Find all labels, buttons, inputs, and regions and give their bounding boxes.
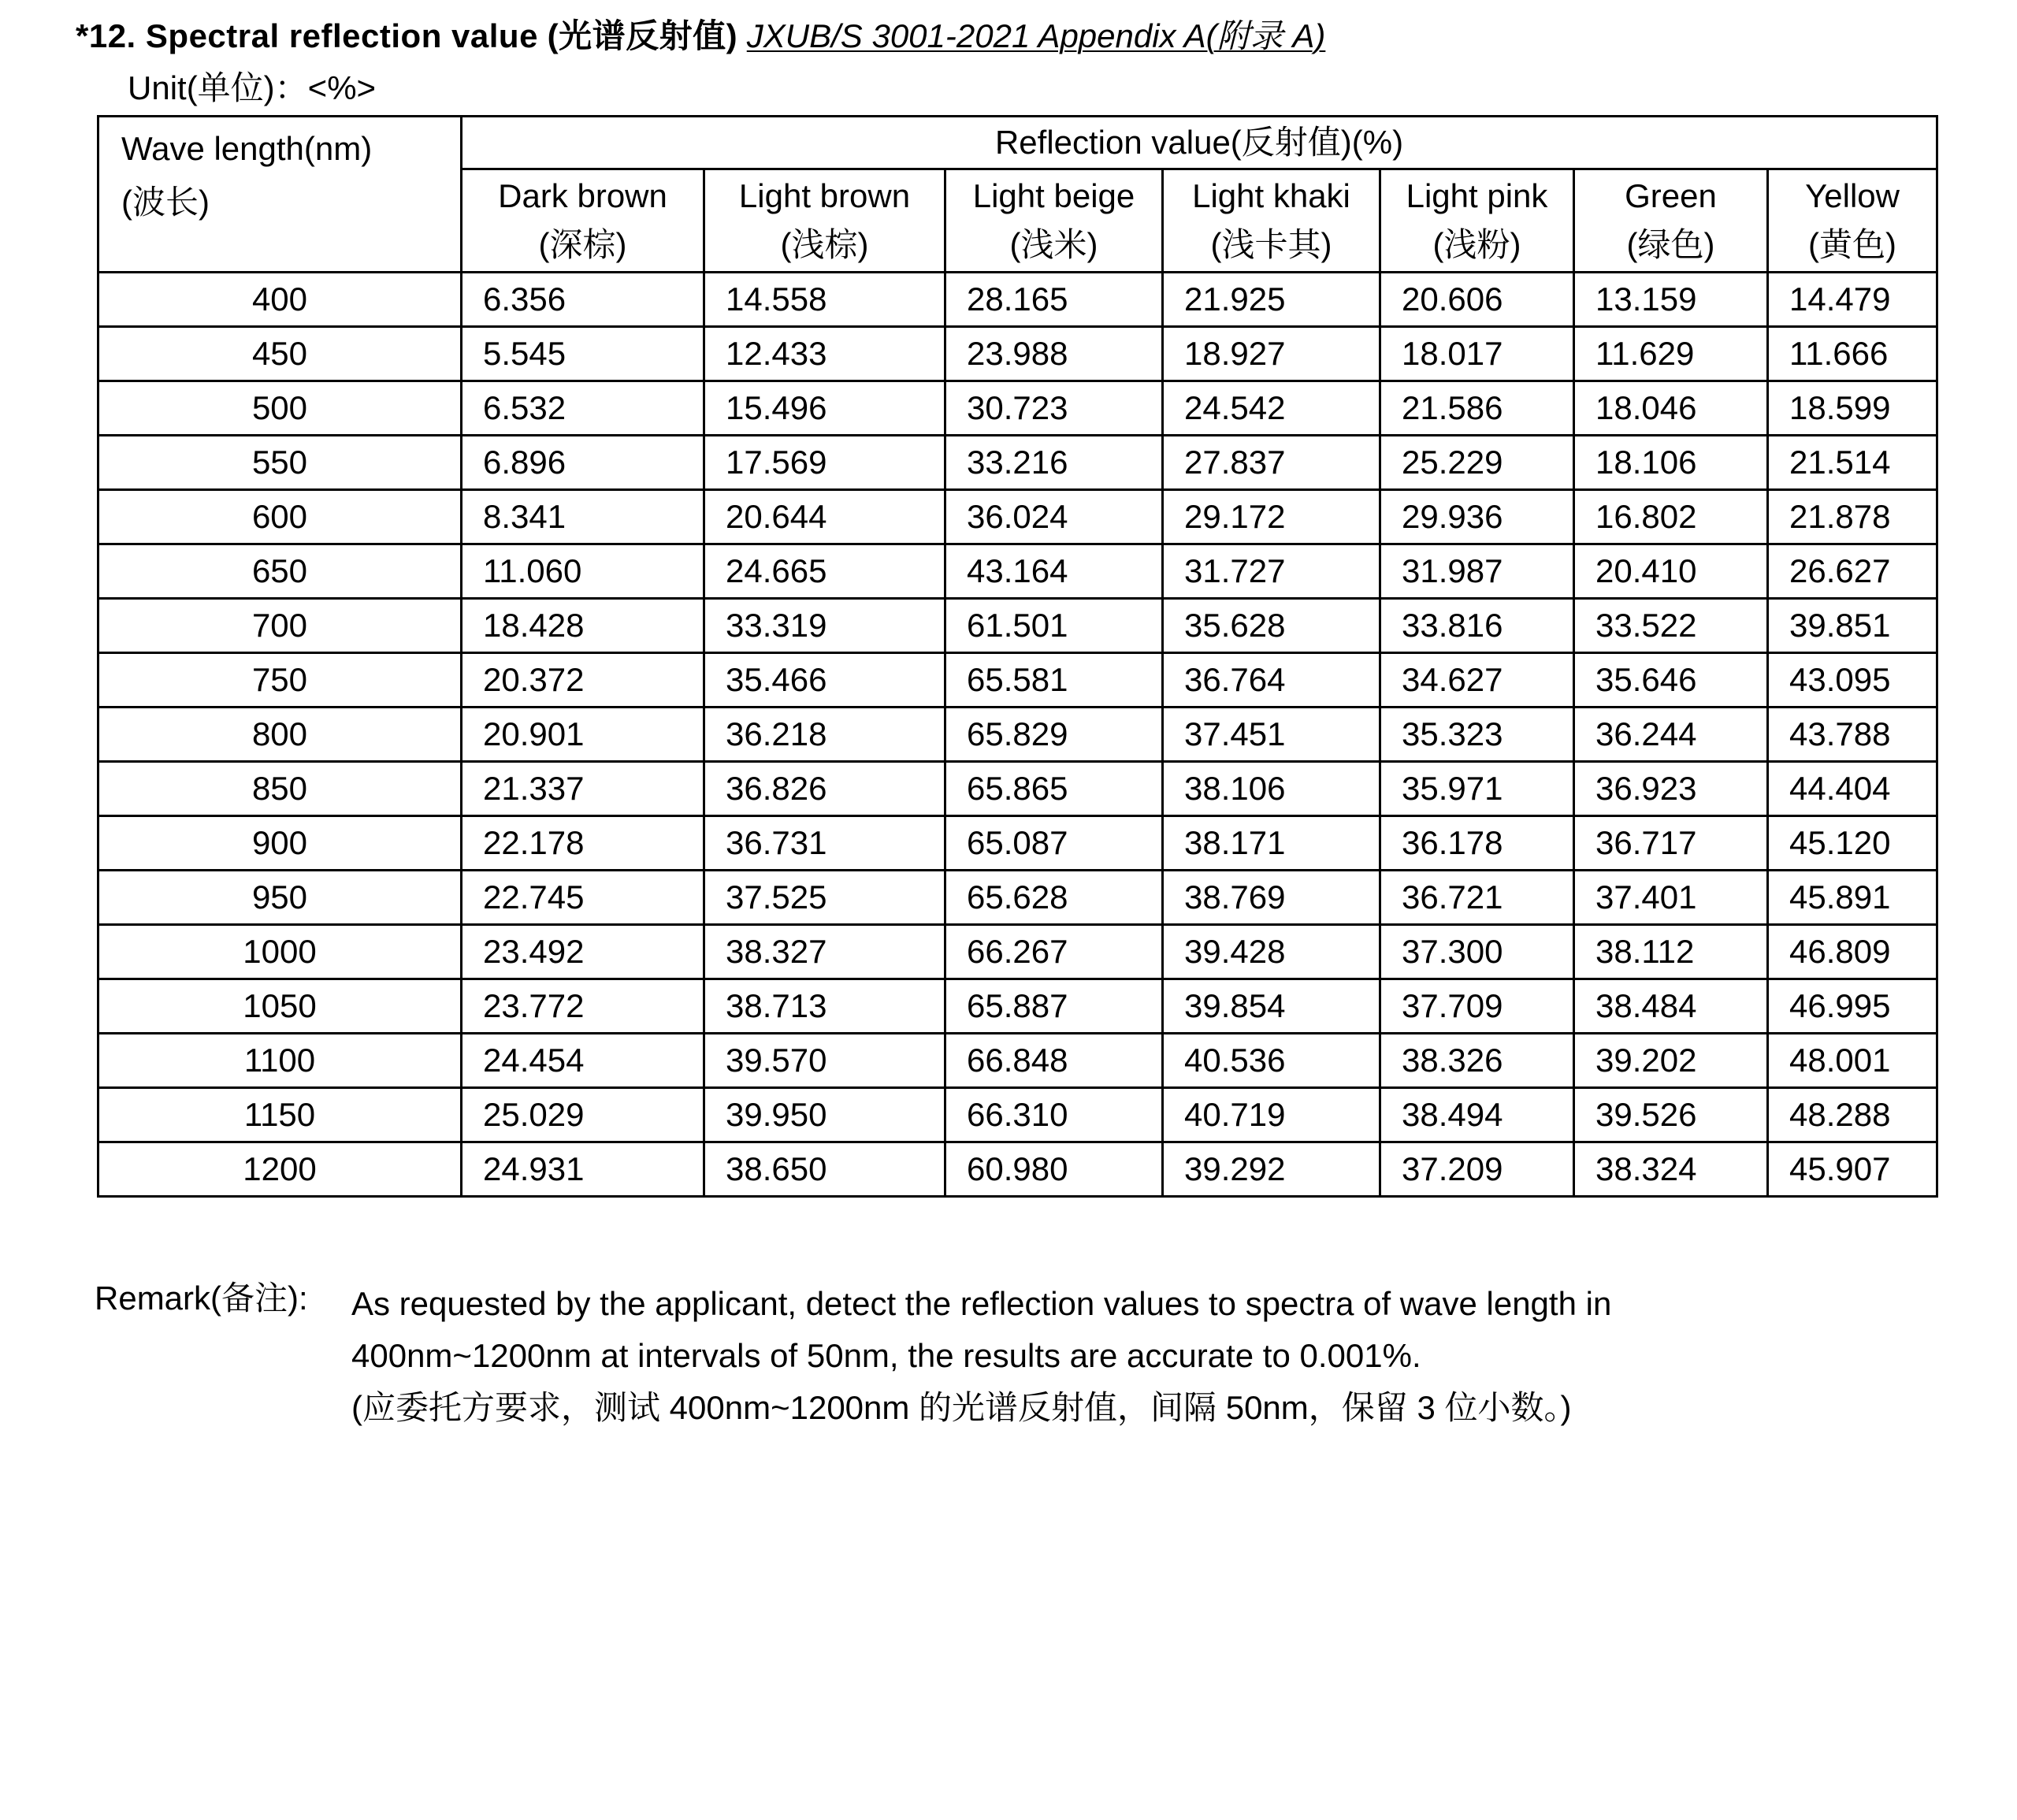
- table-row: [98, 762, 1937, 816]
- reflection-value-cell: 29.936: [1380, 490, 1574, 544]
- reflection-value-cell: 21.925: [1163, 273, 1380, 327]
- reflection-value-cell: 21.514: [1768, 436, 1937, 490]
- table-row: [98, 653, 1937, 708]
- wave-length-cell: 750: [98, 653, 462, 708]
- wave-length-cell: 450: [98, 327, 462, 381]
- reflection-value-cell: 36.024: [945, 490, 1163, 544]
- reflection-value-cell: 6.356: [462, 273, 704, 327]
- column-header-en: Light beige: [972, 177, 1135, 214]
- reflection-value-cell: 12.433: [704, 327, 945, 381]
- reflection-value-cell: 16.802: [1574, 490, 1768, 544]
- reflection-value-cell: 14.558: [704, 273, 945, 327]
- wave-length-cell: 500: [98, 381, 462, 436]
- reflection-value-cell: 65.581: [945, 653, 1163, 708]
- reflection-value-cell: 39.292: [1163, 1142, 1380, 1197]
- reflection-value-cell: 37.300: [1380, 925, 1574, 979]
- wave-length-cell: 950: [98, 871, 462, 925]
- reflection-value-cell: 24.665: [704, 544, 945, 599]
- reflection-value-cell: 30.723: [945, 381, 1163, 436]
- reflection-value-cell: 20.372: [462, 653, 704, 708]
- reflection-value-cell: 45.891: [1768, 871, 1937, 925]
- column-header-cn: (浅米): [1009, 226, 1098, 263]
- column-header-en: Yellow: [1805, 177, 1900, 214]
- reflection-value-cell: 36.218: [704, 708, 945, 762]
- remark-text: [351, 1278, 1611, 1434]
- reflection-value-cell: 18.428: [462, 599, 704, 653]
- reflection-value-cell: 36.178: [1380, 816, 1574, 871]
- reflection-table: [97, 115, 1938, 1198]
- remark-label: Remark(备注):: [95, 1280, 308, 1317]
- wave-length-cell: 600: [98, 490, 462, 544]
- reflection-value-cell: 28.165: [945, 273, 1163, 327]
- column-header-en: Light pink: [1406, 177, 1548, 214]
- reflection-value-cell: 34.627: [1380, 653, 1574, 708]
- reflection-value-cell: 21.337: [462, 762, 704, 816]
- reflection-value-cell: 66.310: [945, 1088, 1163, 1142]
- reflection-value-cell: 40.536: [1163, 1034, 1380, 1088]
- column-header-en: Dark brown: [498, 177, 667, 214]
- table-row: [98, 871, 1937, 925]
- reflection-value-cell: 24.931: [462, 1142, 704, 1197]
- reflection-value-cell: 43.164: [945, 544, 1163, 599]
- reflection-value-cell: 24.542: [1163, 381, 1380, 436]
- reflection-value-cell: 37.209: [1380, 1142, 1574, 1197]
- reflection-value-cell: 11.629: [1574, 327, 1768, 381]
- reflection-value-cell: 36.764: [1163, 653, 1380, 708]
- wave-length-cell: 800: [98, 708, 462, 762]
- reflection-value-cell: 39.526: [1574, 1088, 1768, 1142]
- wave-length-header: [98, 117, 462, 273]
- reflection-value-cell: 35.971: [1380, 762, 1574, 816]
- column-header: [945, 169, 1163, 273]
- wave-length-header-en: Wave length(nm): [121, 130, 373, 167]
- column-header: [1380, 169, 1574, 273]
- column-header-en: Light khaki: [1192, 177, 1350, 214]
- reflection-value-cell: 38.326: [1380, 1034, 1574, 1088]
- reflection-value-cell: 39.428: [1163, 925, 1380, 979]
- reflection-value-cell: 29.172: [1163, 490, 1380, 544]
- reflection-value-cell: 46.995: [1768, 979, 1937, 1034]
- wave-length-cell: 1100: [98, 1034, 462, 1088]
- reflection-value-cell: 18.106: [1574, 436, 1768, 490]
- table-row: [98, 544, 1937, 599]
- column-header-cn: (黄色): [1808, 226, 1897, 263]
- reflection-value-cell: 18.599: [1768, 381, 1937, 436]
- table-row: [98, 273, 1937, 327]
- reflection-value-cell: 13.159: [1574, 273, 1768, 327]
- reflection-value-cell: 27.837: [1163, 436, 1380, 490]
- reflection-value-cell: 38.112: [1574, 925, 1768, 979]
- reflection-value-cell: 38.713: [704, 979, 945, 1034]
- reflection-value-cell: 22.178: [462, 816, 704, 871]
- reflection-value-cell: 39.854: [1163, 979, 1380, 1034]
- reflection-value-cell: 37.525: [704, 871, 945, 925]
- reflection-value-cell: 20.606: [1380, 273, 1574, 327]
- reflection-value-cell: 39.851: [1768, 599, 1937, 653]
- wave-length-cell: 700: [98, 599, 462, 653]
- reflection-value-cell: 65.628: [945, 871, 1163, 925]
- column-header: [1574, 169, 1768, 273]
- reflection-value-cell: 45.907: [1768, 1142, 1937, 1197]
- remark-line: 400nm~1200nm at intervals of 50nm, the results are accurate to 0.001%.: [351, 1337, 1421, 1374]
- remark-line: (应委托方要求，测试 400nm~1200nm 的光谱反射值，间隔 50nm，保留 3 位小数。): [351, 1389, 1572, 1426]
- wave-length-header-cn: (波长): [121, 184, 210, 221]
- reflection-value-cell: 24.454: [462, 1034, 704, 1088]
- column-header-cn: (浅卡其): [1210, 226, 1332, 263]
- reflection-value-cell: 37.709: [1380, 979, 1574, 1034]
- reflection-value-cell: 36.717: [1574, 816, 1768, 871]
- table-row: [98, 327, 1937, 381]
- column-header: [1768, 169, 1937, 273]
- table-row: [98, 925, 1937, 979]
- reflection-value-cell: 17.569: [704, 436, 945, 490]
- reflection-value-cell: 36.731: [704, 816, 945, 871]
- reflection-value-cell: 25.029: [462, 1088, 704, 1142]
- reflection-value-cell: 46.809: [1768, 925, 1937, 979]
- reflection-value-cell: 33.216: [945, 436, 1163, 490]
- reflection-value-cell: 60.980: [945, 1142, 1163, 1197]
- reflection-value-cell: 38.494: [1380, 1088, 1574, 1142]
- reflection-value-cell: 61.501: [945, 599, 1163, 653]
- column-header-cn: (浅粉): [1432, 226, 1521, 263]
- reflection-value-cell: 23.988: [945, 327, 1163, 381]
- reflection-value-cell: 20.901: [462, 708, 704, 762]
- reflection-value-cell: 21.878: [1768, 490, 1937, 544]
- reflection-value-cell: 38.171: [1163, 816, 1380, 871]
- table-row: [98, 1034, 1937, 1088]
- reflection-value-cell: 37.451: [1163, 708, 1380, 762]
- wave-length-cell: 850: [98, 762, 462, 816]
- reflection-value-cell: 65.865: [945, 762, 1163, 816]
- reflection-value-cell: 40.719: [1163, 1088, 1380, 1142]
- reflection-value-cell: 65.087: [945, 816, 1163, 871]
- table-body: [98, 273, 1937, 1197]
- reflection-value-cell: 35.628: [1163, 599, 1380, 653]
- table-row: [98, 436, 1937, 490]
- wave-length-cell: 1000: [98, 925, 462, 979]
- reflection-value-cell: 31.727: [1163, 544, 1380, 599]
- column-header-cn: (浅棕): [780, 226, 869, 263]
- reflection-value-cell: 18.017: [1380, 327, 1574, 381]
- column-header: [1163, 169, 1380, 273]
- reflection-value-cell: 18.046: [1574, 381, 1768, 436]
- reflection-value-cell: 8.341: [462, 490, 704, 544]
- reflection-value-cell: 38.106: [1163, 762, 1380, 816]
- reflection-value-cell: 33.522: [1574, 599, 1768, 653]
- reflection-value-cell: 39.202: [1574, 1034, 1768, 1088]
- reflection-value-cell: 22.745: [462, 871, 704, 925]
- table-row: [98, 979, 1937, 1034]
- reflection-value-cell: 33.319: [704, 599, 945, 653]
- reflection-value-cell: 43.788: [1768, 708, 1937, 762]
- reflection-value-cell: 26.627: [1768, 544, 1937, 599]
- reflection-value-cell: 36.923: [1574, 762, 1768, 816]
- reflection-value-cell: 6.532: [462, 381, 704, 436]
- reflection-value-cell: 6.896: [462, 436, 704, 490]
- reflection-value-cell: 39.570: [704, 1034, 945, 1088]
- column-header: [462, 169, 704, 273]
- wave-length-cell: 400: [98, 273, 462, 327]
- section-heading: [76, 14, 1325, 58]
- reflection-value-cell: 44.404: [1768, 762, 1937, 816]
- reflection-value-cell: 37.401: [1574, 871, 1768, 925]
- reflection-value-cell: 35.466: [704, 653, 945, 708]
- reflection-value-cell: 14.479: [1768, 273, 1937, 327]
- column-header-cn: (深棕): [538, 226, 627, 263]
- wave-length-cell: 1150: [98, 1088, 462, 1142]
- reflection-value-cell: 18.927: [1163, 327, 1380, 381]
- reflection-value-cell: 5.545: [462, 327, 704, 381]
- reflection-value-cell: 45.120: [1768, 816, 1937, 871]
- table-row: [98, 816, 1937, 871]
- reflection-value-cell: 38.650: [704, 1142, 945, 1197]
- reflection-value-cell: 48.288: [1768, 1088, 1937, 1142]
- reflection-value-cell: 66.267: [945, 925, 1163, 979]
- table-row: [98, 490, 1937, 544]
- reflection-group-header: Reflection value(反射值)(%): [462, 117, 1937, 169]
- reflection-value-cell: 36.244: [1574, 708, 1768, 762]
- table-row: [98, 708, 1937, 762]
- reflection-value-cell: 48.001: [1768, 1034, 1937, 1088]
- reflection-value-cell: 36.826: [704, 762, 945, 816]
- reflection-value-cell: 20.644: [704, 490, 945, 544]
- wave-length-cell: 550: [98, 436, 462, 490]
- reflection-value-cell: 31.987: [1380, 544, 1574, 599]
- reflection-value-cell: 66.848: [945, 1034, 1163, 1088]
- reflection-value-cell: 38.324: [1574, 1142, 1768, 1197]
- reflection-value-cell: 36.721: [1380, 871, 1574, 925]
- wave-length-cell: 1050: [98, 979, 462, 1034]
- reflection-value-cell: 11.666: [1768, 327, 1937, 381]
- table-row: [98, 599, 1937, 653]
- reflection-value-cell: 35.323: [1380, 708, 1574, 762]
- table-row: [98, 1142, 1937, 1197]
- column-header-en: Light brown: [738, 177, 911, 214]
- heading-title-cn: (光谱反射值): [547, 17, 738, 54]
- wave-length-cell: 650: [98, 544, 462, 599]
- reflection-value-cell: 33.816: [1380, 599, 1574, 653]
- reflection-value-cell: 21.586: [1380, 381, 1574, 436]
- column-header: [704, 169, 945, 273]
- reflection-value-cell: 38.484: [1574, 979, 1768, 1034]
- table-row: [98, 1088, 1937, 1142]
- standard-reference: JXUB/S 3001-2021 Appendix A(附录 A): [746, 17, 1326, 54]
- reflection-value-cell: 11.060: [462, 544, 704, 599]
- reflection-value-cell: 39.950: [704, 1088, 945, 1142]
- unit-label: Unit(单位)：<%>: [128, 69, 377, 106]
- reflection-value-cell: 38.327: [704, 925, 945, 979]
- reflection-value-cell: 65.887: [945, 979, 1163, 1034]
- table-row: [98, 381, 1937, 436]
- reflection-value-cell: 38.769: [1163, 871, 1380, 925]
- heading-title: *12. Spectral reflection value: [76, 17, 538, 54]
- reflection-value-cell: 15.496: [704, 381, 945, 436]
- reflection-value-cell: 65.829: [945, 708, 1163, 762]
- wave-length-cell: 1200: [98, 1142, 462, 1197]
- reflection-value-cell: 20.410: [1574, 544, 1768, 599]
- reflection-value-cell: 35.646: [1574, 653, 1768, 708]
- reflection-value-cell: 43.095: [1768, 653, 1937, 708]
- reflection-value-cell: 25.229: [1380, 436, 1574, 490]
- wave-length-cell: 900: [98, 816, 462, 871]
- remark-line: As requested by the applicant, detect the reflection values to spectra of wave length in: [351, 1285, 1612, 1322]
- reflection-value-cell: 23.772: [462, 979, 704, 1034]
- reflection-value-cell: 23.492: [462, 925, 704, 979]
- column-header-cn: (绿色): [1626, 226, 1715, 263]
- column-header-en: Green: [1625, 177, 1717, 214]
